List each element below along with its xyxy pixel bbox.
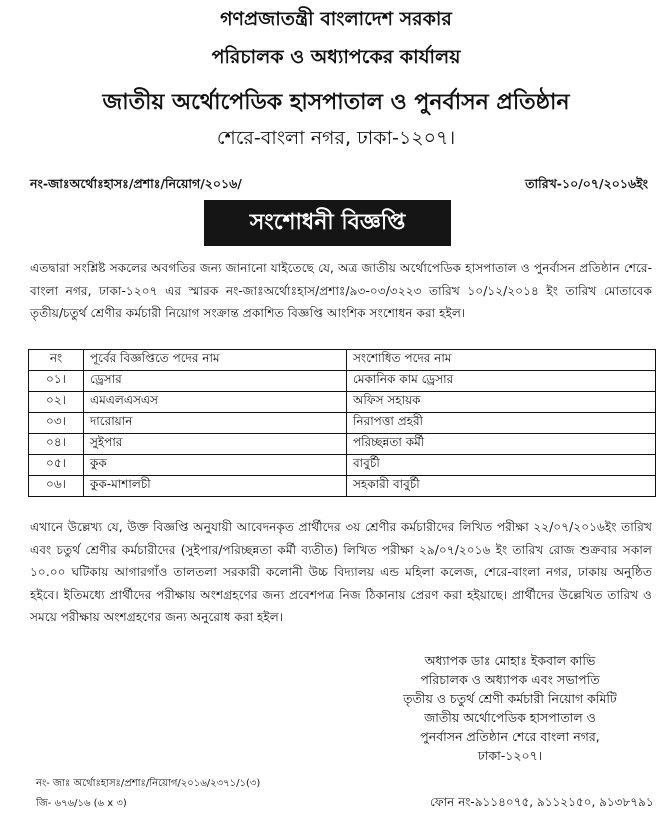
notice-banner: সংশোধনী বিজ্ঞপ্তি xyxy=(204,200,451,246)
row-old-post: ড্রেসার xyxy=(84,371,347,392)
exam-paragraph: এখানে উল্লেখ্য যে, উক্ত বিজ্ঞপ্তি অনুযায়ী আবেদনকৃত প্রার্থীদের ৩য় শ্রেণীর কর্মচারীদের লিখিত পরীক্ষা ২২/০৭/২০১৬ইং তারিখ এবং চতুর্থ শ্রেণীর কর্মচারীদের (সুইপার/পরিচ্ছন্নতা কর্মী ব্যতীত) লিখিত পরীক্ষা ২৯/০৭/২০১৬ ইং তারিখ রোজ শুক্রবার সকাল ১০.০০ ঘটিকায় আগারগাঁও তালতলা সরকারী কলোনী উচ্চ বিদ্যালয় এন্ড মহিলা কলেজ, শেরে-বাংলা নগর, ঢাকায় অনুষ্ঠিত হইবে। ইতিমধ্যে প্রার্থীদের পরীক্ষায় অংশগ্রহণের জন্য প্রবেশপত্র নিজ ঠিকানায় প্রেরণ করা হইয়াছে। প্রার্থীদের উল্লেখিত তারিখ ও সময়ে পরীক্ষায় অংশগ্রহণের জন্য অনুরোধ করা হইল। xyxy=(30,520,652,624)
row-new-post: মেকানিক কাম ড্রেসার xyxy=(347,371,656,392)
row-serial: ০১। xyxy=(29,371,84,392)
row-serial: ০৪। xyxy=(29,434,84,455)
row-old-post: দারোয়ান xyxy=(84,413,347,434)
phone-numbers: ফোন নং-৯১১৪০৭৫, ৯১১২১৫০, ৯১৩৮৭৯১ xyxy=(430,795,654,809)
row-old-post: সুইপার xyxy=(84,434,347,455)
institute-name-line2: পুনর্বাসন প্রতিষ্ঠান শেরে বাংলা নগর, xyxy=(420,729,600,744)
post-correction-table xyxy=(28,349,656,497)
row-new-post: সহকারী বাবুর্চী xyxy=(347,476,656,497)
govt-title: গণপ্রজাতন্ত্রী বাংলাদেশ সরকার xyxy=(220,8,452,30)
row-serial: ০২। xyxy=(29,392,84,413)
table-row xyxy=(29,392,656,413)
row-serial: ০৬। xyxy=(29,476,84,497)
intro-paragraph: এতদ্বারা সংশ্লিষ্ট সকলের অবগতির জন্য জানানো যাইতেছে যে, অত্র জাতীয় অর্থোপেডিক হাসপাতাল ও পুনর্বাসন প্রতিষ্ঠান শেরে-বাংলা নগর, ঢাকা-১২০৭ এর স্মারক নং-জাঃঅর্থোঃহাস/প্রশাঃ/৯৩-০৩/৩২২৩ তারিখ ১০/১২/২০১৪ ইং তারিখ মোতাবেক তৃতীয়/চতুর্থ শ্রেণীর কর্মচারী নিয়োগ সংক্রান্ত প্রকাশিত বিজ্ঞপ্তি আংশিক সংশোধন করা হইল। xyxy=(30,261,652,320)
row-new-post: অফিস সহায়ক xyxy=(347,392,656,413)
institute-title: জাতীয় অর্থোপেডিক হাসপাতাল ও পুনর্বাসন প্রতিষ্ঠান xyxy=(102,90,570,115)
table-row xyxy=(29,371,656,392)
table-row xyxy=(29,413,656,434)
committee-name: তৃতীয় ও চতুর্থ শ্রেণী কর্মচারী নিয়োগ কমিটি xyxy=(403,691,617,706)
row-serial: ০৩। xyxy=(29,413,84,434)
table-row xyxy=(29,455,656,476)
row-new-post: বাবুর্চী xyxy=(347,455,656,476)
row-old-post: কুক-মাশালচী xyxy=(84,476,347,497)
table-header-row xyxy=(29,350,656,371)
memo-date: তারিখ-১০/০৭/২০১৬ইং xyxy=(525,176,648,191)
signatory-name: অধ্যাপক ডাঃ মোহাঃ ইকবাল কাভি xyxy=(424,653,596,668)
row-new-post: পরিচ্ছন্নতা কর্মী xyxy=(347,434,656,455)
table-row xyxy=(29,434,656,455)
signatory-title: পরিচালক ও অধ্যাপক এবং সভাপতি xyxy=(420,672,600,687)
header-old-post: পূর্বের বিজ্ঞপ্তিতে পদের নাম xyxy=(84,350,347,371)
footer-reference: নং- জাঃ অর্থোঃহাসঃ/প্রশাঃ/নিয়োগ/২০১৬/২৩৭১/১(৩) xyxy=(36,778,261,789)
office-title: পরিচালক ও অধ্যাপকের কার্যালয় xyxy=(211,46,461,68)
row-new-post: নিরাপত্তা প্রহরী xyxy=(347,413,656,434)
header-new-post: সংশোধিত পদের নাম xyxy=(347,350,656,371)
row-serial: ০৫। xyxy=(29,455,84,476)
row-old-post: কুক xyxy=(84,455,347,476)
institute-name-line1: জাতীয় অর্থোপেডিক হাসপাতাল ও xyxy=(424,710,596,725)
header-serial: নং xyxy=(29,350,84,371)
signature-block xyxy=(365,651,655,765)
memo-number: নং-জাঃঅর্থোঃহাসঃ/প্রশাঃ/নিয়োগ/২০১৬/ xyxy=(30,176,242,191)
footer-code: জি- ৬৭৬/১৬ (৬ x ৩) xyxy=(36,798,127,809)
institute-city: ঢাকা-১২০৭। xyxy=(477,748,543,763)
table-row xyxy=(29,476,656,497)
row-old-post: এমএলএসএস xyxy=(84,392,347,413)
institute-address: শেরে-বাংলা নগর, ঢাকা-১২০৭। xyxy=(216,127,456,149)
